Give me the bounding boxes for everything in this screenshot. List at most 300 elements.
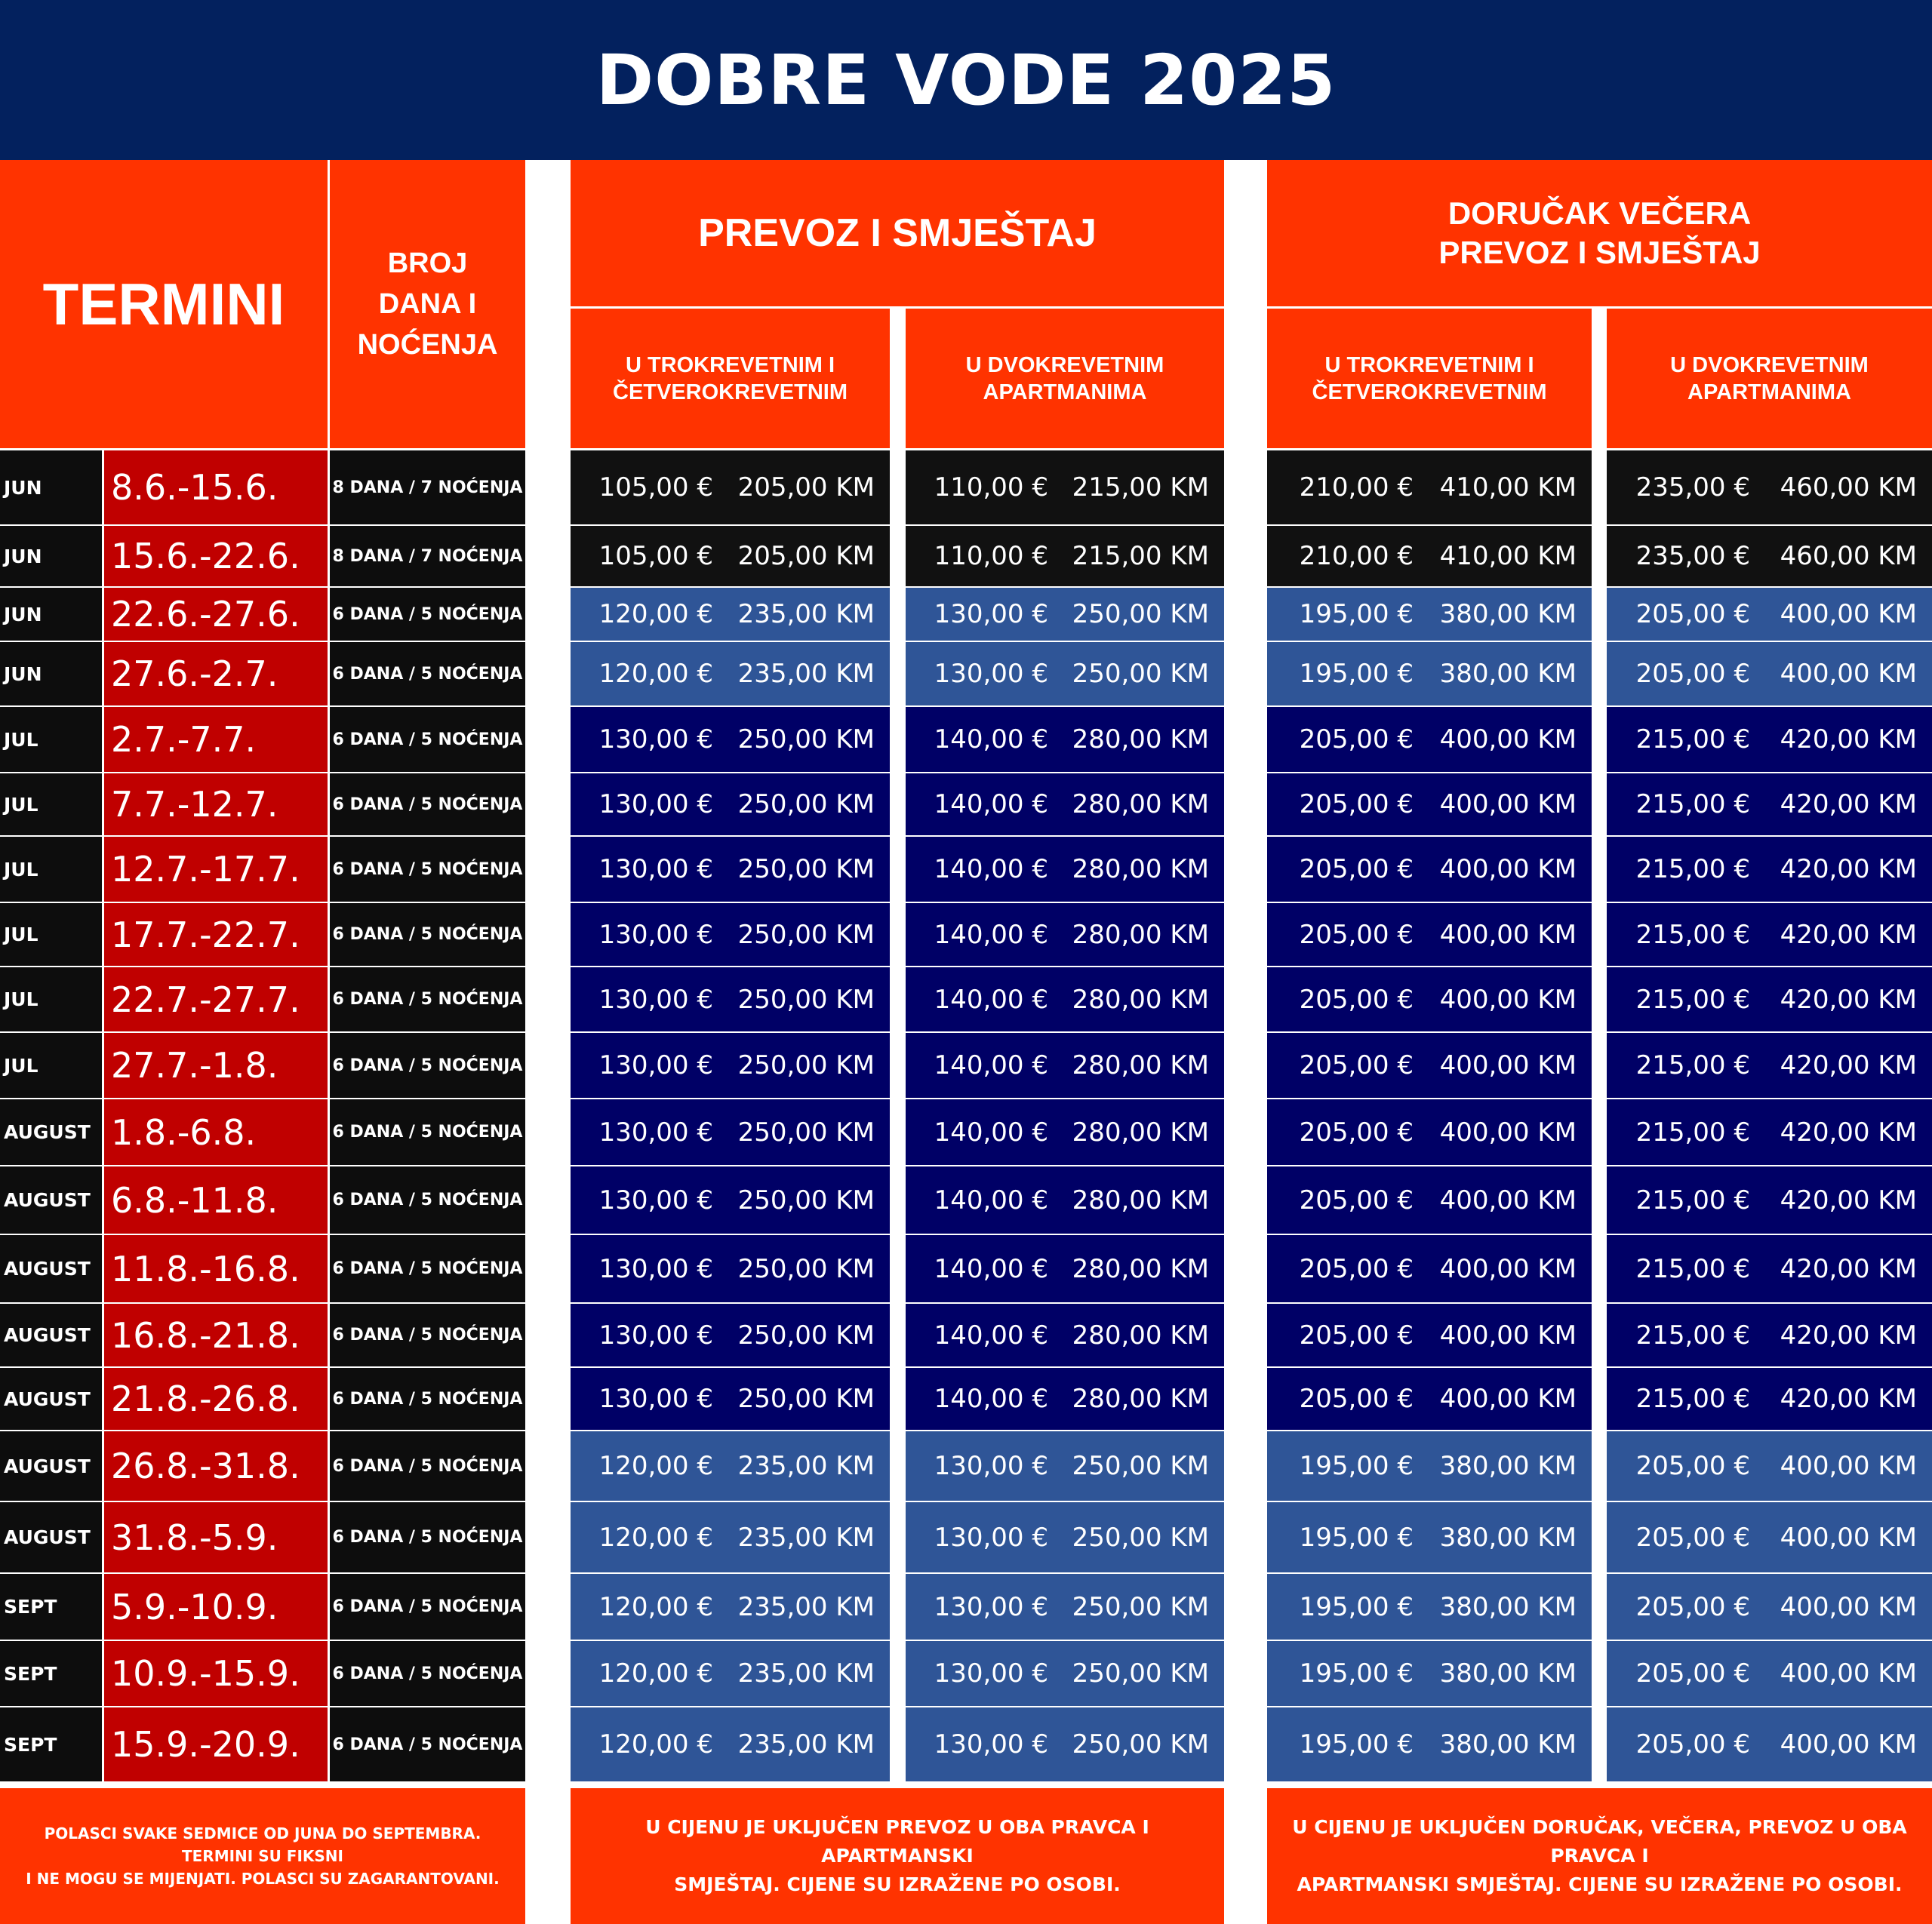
subheader-triple-full-board bbox=[1267, 309, 1592, 448]
price-km: 420,00 KM bbox=[1780, 1185, 1917, 1216]
price-cell-p2 bbox=[906, 642, 1224, 705]
price-cell-p4 bbox=[1607, 450, 1932, 524]
price-cell-p3 bbox=[1267, 1502, 1592, 1572]
price-eur: 130,00 € bbox=[598, 1320, 713, 1351]
subheader-double-transport bbox=[906, 309, 1224, 448]
price-eur: 120,00 € bbox=[598, 1451, 713, 1481]
price-cell-p1 bbox=[571, 1431, 890, 1501]
row-month: JUN bbox=[0, 642, 102, 705]
price-eur: 205,00 € bbox=[1635, 1729, 1750, 1760]
price-eur: 205,00 € bbox=[1299, 854, 1414, 884]
price-cell-p3 bbox=[1267, 588, 1592, 641]
row-dates: 7.7.-12.7. bbox=[104, 773, 328, 835]
footer-note-departures bbox=[0, 1788, 525, 1924]
price-eur: 110,00 € bbox=[934, 541, 1048, 571]
row-month: AUGUST bbox=[0, 1431, 102, 1501]
price-km: 250,00 KM bbox=[737, 789, 875, 819]
row-month: AUGUST bbox=[0, 1502, 102, 1572]
price-km: 380,00 KM bbox=[1439, 1451, 1577, 1481]
price-cell-p4 bbox=[1607, 1707, 1932, 1781]
row-month: SEPT bbox=[0, 1574, 102, 1640]
price-eur: 215,00 € bbox=[1635, 1050, 1750, 1080]
price-km: 380,00 KM bbox=[1439, 1522, 1577, 1553]
price-km: 400,00 KM bbox=[1439, 724, 1577, 755]
price-cell-p3 bbox=[1267, 1235, 1592, 1302]
price-km: 250,00 KM bbox=[737, 1185, 875, 1216]
price-cell-p2 bbox=[906, 967, 1224, 1031]
price-km: 250,00 KM bbox=[1072, 1522, 1209, 1553]
row-duration: 6 DANA / 5 NOĆENJA bbox=[330, 1304, 525, 1366]
price-eur: 130,00 € bbox=[598, 1253, 713, 1284]
row-month: JUL bbox=[0, 967, 102, 1031]
row-month: JUL bbox=[0, 837, 102, 902]
price-km: 250,00 KM bbox=[737, 1384, 875, 1414]
price-cell-p1 bbox=[571, 1166, 890, 1234]
price-km: 250,00 KM bbox=[737, 984, 875, 1015]
price-cell-p3 bbox=[1267, 967, 1592, 1031]
price-eur: 205,00 € bbox=[1299, 984, 1414, 1015]
price-cell-p4 bbox=[1607, 1166, 1932, 1234]
price-eur: 215,00 € bbox=[1635, 1320, 1750, 1351]
footer-note-transport-line2: SMJEŠTAJ. CIJENE SU IZRAŽENE PO OSOBI. bbox=[674, 1873, 1121, 1895]
title-banner bbox=[0, 0, 1932, 160]
price-cell-p3 bbox=[1267, 1099, 1592, 1165]
row-dates: 10.9.-15.9. bbox=[104, 1641, 328, 1706]
group-header-full-board-line2: PREVOZ I SMJEŠTAJ bbox=[1438, 235, 1761, 270]
price-cell-p4 bbox=[1607, 1431, 1932, 1501]
price-cell-p1 bbox=[571, 903, 890, 966]
price-eur: 205,00 € bbox=[1299, 1117, 1414, 1148]
subheader-double-full-board bbox=[1607, 309, 1932, 448]
row-month: JUN bbox=[0, 526, 102, 586]
price-eur: 235,00 € bbox=[1635, 541, 1750, 571]
price-eur: 215,00 € bbox=[1635, 1185, 1750, 1216]
price-km: 280,00 KM bbox=[1072, 724, 1209, 755]
price-cell-p1 bbox=[571, 837, 890, 902]
price-cell-p4 bbox=[1607, 1304, 1932, 1366]
price-eur: 130,00 € bbox=[934, 1658, 1048, 1689]
broj-dana-header bbox=[330, 160, 525, 448]
price-eur: 205,00 € bbox=[1299, 1320, 1414, 1351]
group-header-full-board bbox=[1267, 160, 1932, 306]
price-cell-p3 bbox=[1267, 1368, 1592, 1430]
price-km: 420,00 KM bbox=[1780, 854, 1917, 884]
price-eur: 210,00 € bbox=[1299, 541, 1414, 571]
price-cell-p2 bbox=[906, 1502, 1224, 1572]
price-eur: 215,00 € bbox=[1635, 724, 1750, 755]
row-month: AUGUST bbox=[0, 1166, 102, 1234]
subheader-double-line2: APARTMANIMA bbox=[983, 380, 1147, 404]
price-eur: 105,00 € bbox=[598, 541, 713, 571]
price-cell-p3 bbox=[1267, 1641, 1592, 1706]
price-eur: 140,00 € bbox=[934, 1050, 1048, 1080]
price-eur: 140,00 € bbox=[934, 1253, 1048, 1284]
price-km: 420,00 KM bbox=[1780, 1253, 1917, 1284]
price-eur: 120,00 € bbox=[598, 1522, 713, 1553]
price-km: 420,00 KM bbox=[1780, 789, 1917, 819]
price-km: 400,00 KM bbox=[1439, 854, 1577, 884]
footer-note-departures-line2: I NE MOGU SE MIJENJATI. POLASCI SU ZAGARANTOVANI. bbox=[26, 1870, 500, 1888]
price-cell-p3 bbox=[1267, 450, 1592, 524]
price-km: 280,00 KM bbox=[1072, 919, 1209, 950]
price-eur: 195,00 € bbox=[1299, 659, 1414, 689]
subheader-triple-line2: ČETVEROKREVETNIM bbox=[1312, 380, 1547, 404]
footer-note-full-board bbox=[1267, 1788, 1932, 1924]
price-cell-p4 bbox=[1607, 837, 1932, 902]
price-cell-p1 bbox=[571, 967, 890, 1031]
price-cell-p2 bbox=[906, 1368, 1224, 1430]
row-dates: 17.7.-22.7. bbox=[104, 903, 328, 966]
price-cell-p2 bbox=[906, 1431, 1224, 1501]
price-cell-p2 bbox=[906, 837, 1224, 902]
row-duration: 6 DANA / 5 NOĆENJA bbox=[330, 588, 525, 641]
price-km: 400,00 KM bbox=[1439, 919, 1577, 950]
price-km: 420,00 KM bbox=[1780, 1320, 1917, 1351]
price-cell-p3 bbox=[1267, 1304, 1592, 1366]
price-km: 280,00 KM bbox=[1072, 984, 1209, 1015]
row-duration: 8 DANA / 7 NOĆENJA bbox=[330, 450, 525, 524]
price-km: 420,00 KM bbox=[1780, 919, 1917, 950]
price-km: 400,00 KM bbox=[1780, 599, 1917, 629]
subheader-double-line1: U DVOKREVETNIM bbox=[965, 352, 1164, 377]
price-cell-p2 bbox=[906, 1166, 1224, 1234]
price-eur: 120,00 € bbox=[598, 1591, 713, 1622]
price-cell-p3 bbox=[1267, 1166, 1592, 1234]
price-eur: 130,00 € bbox=[598, 1185, 713, 1216]
price-km: 215,00 KM bbox=[1072, 472, 1209, 503]
price-eur: 105,00 € bbox=[598, 472, 713, 503]
price-cell-p2 bbox=[906, 1033, 1224, 1098]
price-cell-p3 bbox=[1267, 1574, 1592, 1640]
price-km: 280,00 KM bbox=[1072, 1320, 1209, 1351]
price-cell-p1 bbox=[571, 707, 890, 772]
price-cell-p1 bbox=[571, 1033, 890, 1098]
row-dates: 22.6.-27.6. bbox=[104, 588, 328, 641]
price-km: 410,00 KM bbox=[1439, 541, 1577, 571]
price-eur: 130,00 € bbox=[598, 919, 713, 950]
price-cell-p2 bbox=[906, 1304, 1224, 1366]
price-cell-p1 bbox=[571, 1641, 890, 1706]
price-km: 250,00 KM bbox=[1072, 1591, 1209, 1622]
price-eur: 140,00 € bbox=[934, 1384, 1048, 1414]
price-km: 400,00 KM bbox=[1780, 1522, 1917, 1553]
price-cell-p3 bbox=[1267, 1033, 1592, 1098]
price-km: 235,00 KM bbox=[737, 1591, 875, 1622]
price-cell-p3 bbox=[1267, 1431, 1592, 1501]
row-dates: 15.9.-20.9. bbox=[104, 1707, 328, 1781]
price-cell-p3 bbox=[1267, 642, 1592, 705]
price-km: 215,00 KM bbox=[1072, 541, 1209, 571]
price-cell-p3 bbox=[1267, 1707, 1592, 1781]
price-cell-p2 bbox=[906, 1707, 1224, 1781]
price-km: 400,00 KM bbox=[1780, 1591, 1917, 1622]
row-month: JUL bbox=[0, 773, 102, 835]
price-km: 400,00 KM bbox=[1780, 1451, 1917, 1481]
price-eur: 205,00 € bbox=[1635, 1591, 1750, 1622]
price-eur: 195,00 € bbox=[1299, 1522, 1414, 1553]
price-cell-p4 bbox=[1607, 1099, 1932, 1165]
price-eur: 205,00 € bbox=[1635, 659, 1750, 689]
price-cell-p4 bbox=[1607, 903, 1932, 966]
row-dates: 27.7.-1.8. bbox=[104, 1033, 328, 1098]
price-cell-p2 bbox=[906, 773, 1224, 835]
price-km: 380,00 KM bbox=[1439, 599, 1577, 629]
price-km: 250,00 KM bbox=[737, 724, 875, 755]
row-month: AUGUST bbox=[0, 1235, 102, 1302]
price-cell-p1 bbox=[571, 588, 890, 641]
price-eur: 205,00 € bbox=[1299, 724, 1414, 755]
page-title: DOBRE VODE 2025 bbox=[595, 39, 1337, 121]
price-km: 460,00 KM bbox=[1780, 472, 1917, 503]
price-cell-p4 bbox=[1607, 1502, 1932, 1572]
row-month: JUL bbox=[0, 903, 102, 966]
price-eur: 110,00 € bbox=[934, 472, 1048, 503]
price-eur: 140,00 € bbox=[934, 984, 1048, 1015]
price-eur: 130,00 € bbox=[934, 1729, 1048, 1760]
price-km: 280,00 KM bbox=[1072, 789, 1209, 819]
price-eur: 130,00 € bbox=[598, 724, 713, 755]
price-km: 280,00 KM bbox=[1072, 1185, 1209, 1216]
price-km: 250,00 KM bbox=[737, 919, 875, 950]
price-eur: 215,00 € bbox=[1635, 1253, 1750, 1284]
price-eur: 195,00 € bbox=[1299, 1451, 1414, 1481]
price-km: 380,00 KM bbox=[1439, 1658, 1577, 1689]
price-cell-p4 bbox=[1607, 588, 1932, 641]
price-km: 235,00 KM bbox=[737, 599, 875, 629]
price-km: 250,00 KM bbox=[1072, 599, 1209, 629]
price-eur: 130,00 € bbox=[598, 789, 713, 819]
price-km: 400,00 KM bbox=[1439, 1117, 1577, 1148]
price-eur: 195,00 € bbox=[1299, 1658, 1414, 1689]
price-km: 400,00 KM bbox=[1780, 659, 1917, 689]
price-cell-p2 bbox=[906, 1099, 1224, 1165]
price-km: 460,00 KM bbox=[1780, 541, 1917, 571]
price-eur: 215,00 € bbox=[1635, 984, 1750, 1015]
row-dates: 12.7.-17.7. bbox=[104, 837, 328, 902]
row-duration: 6 DANA / 5 NOĆENJA bbox=[330, 1502, 525, 1572]
price-cell-p1 bbox=[571, 526, 890, 586]
price-cell-p4 bbox=[1607, 707, 1932, 772]
price-eur: 140,00 € bbox=[934, 854, 1048, 884]
price-km: 420,00 KM bbox=[1780, 724, 1917, 755]
price-cell-p4 bbox=[1607, 1033, 1932, 1098]
row-duration: 6 DANA / 5 NOĆENJA bbox=[330, 967, 525, 1031]
row-dates: 16.8.-21.8. bbox=[104, 1304, 328, 1366]
price-eur: 235,00 € bbox=[1635, 472, 1750, 503]
price-km: 420,00 KM bbox=[1780, 984, 1917, 1015]
price-eur: 195,00 € bbox=[1299, 1729, 1414, 1760]
row-duration: 6 DANA / 5 NOĆENJA bbox=[330, 773, 525, 835]
price-km: 250,00 KM bbox=[1072, 1658, 1209, 1689]
price-cell-p3 bbox=[1267, 773, 1592, 835]
price-cell-p2 bbox=[906, 588, 1224, 641]
price-km: 400,00 KM bbox=[1439, 1320, 1577, 1351]
price-eur: 130,00 € bbox=[934, 599, 1048, 629]
price-eur: 140,00 € bbox=[934, 1117, 1048, 1148]
subheader-triple-transport bbox=[571, 309, 890, 448]
price-km: 380,00 KM bbox=[1439, 1591, 1577, 1622]
price-eur: 120,00 € bbox=[598, 1658, 713, 1689]
price-cell-p2 bbox=[906, 1641, 1224, 1706]
price-eur: 215,00 € bbox=[1635, 1384, 1750, 1414]
subheader-double-line1: U DVOKREVETNIM bbox=[1670, 352, 1869, 377]
price-eur: 195,00 € bbox=[1299, 1591, 1414, 1622]
price-cell-p1 bbox=[571, 1502, 890, 1572]
price-km: 410,00 KM bbox=[1439, 472, 1577, 503]
row-month: JUL bbox=[0, 1033, 102, 1098]
row-dates: 26.8.-31.8. bbox=[104, 1431, 328, 1501]
price-eur: 130,00 € bbox=[598, 1050, 713, 1080]
subheader-double-line2: APARTMANIMA bbox=[1687, 380, 1851, 404]
row-dates: 11.8.-16.8. bbox=[104, 1235, 328, 1302]
price-cell-p1 bbox=[571, 1368, 890, 1430]
price-eur: 205,00 € bbox=[1635, 1451, 1750, 1481]
price-cell-p1 bbox=[571, 773, 890, 835]
price-km: 250,00 KM bbox=[737, 1320, 875, 1351]
price-km: 420,00 KM bbox=[1780, 1117, 1917, 1148]
row-dates: 27.6.-2.7. bbox=[104, 642, 328, 705]
price-cell-p1 bbox=[571, 1707, 890, 1781]
price-eur: 205,00 € bbox=[1299, 789, 1414, 819]
price-km: 235,00 KM bbox=[737, 1729, 875, 1760]
price-eur: 130,00 € bbox=[598, 984, 713, 1015]
row-duration: 6 DANA / 5 NOĆENJA bbox=[330, 1099, 525, 1165]
row-duration: 6 DANA / 5 NOĆENJA bbox=[330, 1033, 525, 1098]
price-eur: 205,00 € bbox=[1299, 1384, 1414, 1414]
price-eur: 205,00 € bbox=[1299, 919, 1414, 950]
footer-note-full-board-line2: APARTMANSKI SMJEŠTAJ. CIJENE SU IZRAŽENE PO OSOBI. bbox=[1297, 1873, 1903, 1895]
row-month: JUL bbox=[0, 707, 102, 772]
row-month: SEPT bbox=[0, 1707, 102, 1781]
row-duration: 6 DANA / 5 NOĆENJA bbox=[330, 1707, 525, 1781]
price-eur: 120,00 € bbox=[598, 599, 713, 629]
price-km: 400,00 KM bbox=[1780, 1658, 1917, 1689]
row-dates: 21.8.-26.8. bbox=[104, 1368, 328, 1430]
price-cell-p4 bbox=[1607, 642, 1932, 705]
row-duration: 6 DANA / 5 NOĆENJA bbox=[330, 642, 525, 705]
price-km: 400,00 KM bbox=[1439, 1050, 1577, 1080]
row-duration: 6 DANA / 5 NOĆENJA bbox=[330, 1166, 525, 1234]
footer-note-transport-line1: U CIJENU JE UKLJUČEN PREVOZ U OBA PRAVCA I APARTMANSKI bbox=[645, 1816, 1149, 1867]
row-duration: 6 DANA / 5 NOĆENJA bbox=[330, 837, 525, 902]
price-cell-p1 bbox=[571, 450, 890, 524]
price-km: 380,00 KM bbox=[1439, 1729, 1577, 1760]
termini-header bbox=[0, 160, 328, 448]
price-eur: 215,00 € bbox=[1635, 854, 1750, 884]
price-km: 205,00 KM bbox=[737, 541, 875, 571]
price-eur: 205,00 € bbox=[1635, 1522, 1750, 1553]
price-eur: 120,00 € bbox=[598, 659, 713, 689]
group-header-transport-label: PREVOZ I SMJEŠTAJ bbox=[698, 211, 1097, 255]
row-month: AUGUST bbox=[0, 1099, 102, 1165]
subheader-triple-line1: U TROKREVETNIM I bbox=[1324, 352, 1534, 377]
price-eur: 205,00 € bbox=[1299, 1253, 1414, 1284]
price-cell-p4 bbox=[1607, 1641, 1932, 1706]
price-cell-p3 bbox=[1267, 707, 1592, 772]
row-month: AUGUST bbox=[0, 1304, 102, 1366]
price-eur: 215,00 € bbox=[1635, 789, 1750, 819]
price-cell-p4 bbox=[1607, 1235, 1932, 1302]
price-km: 280,00 KM bbox=[1072, 854, 1209, 884]
price-cell-p3 bbox=[1267, 837, 1592, 902]
price-eur: 215,00 € bbox=[1635, 919, 1750, 950]
price-cell-p3 bbox=[1267, 526, 1592, 586]
price-eur: 215,00 € bbox=[1635, 1117, 1750, 1148]
price-km: 400,00 KM bbox=[1780, 1729, 1917, 1760]
price-km: 400,00 KM bbox=[1439, 1253, 1577, 1284]
price-km: 235,00 KM bbox=[737, 1451, 875, 1481]
row-month: SEPT bbox=[0, 1641, 102, 1706]
price-cell-p2 bbox=[906, 1574, 1224, 1640]
subheader-triple-line1: U TROKREVETNIM I bbox=[625, 352, 835, 377]
price-cell-p1 bbox=[571, 1304, 890, 1366]
price-cell-p2 bbox=[906, 1235, 1224, 1302]
price-km: 400,00 KM bbox=[1439, 789, 1577, 819]
price-cell-p1 bbox=[571, 1235, 890, 1302]
footer-note-transport bbox=[571, 1788, 1224, 1924]
price-km: 250,00 KM bbox=[737, 854, 875, 884]
price-eur: 205,00 € bbox=[1635, 1658, 1750, 1689]
price-eur: 130,00 € bbox=[934, 1591, 1048, 1622]
price-km: 250,00 KM bbox=[737, 1117, 875, 1148]
row-duration: 6 DANA / 5 NOĆENJA bbox=[330, 1641, 525, 1706]
price-cell-p4 bbox=[1607, 526, 1932, 586]
price-cell-p3 bbox=[1267, 903, 1592, 966]
row-dates: 31.8.-5.9. bbox=[104, 1502, 328, 1572]
row-dates: 22.7.-27.7. bbox=[104, 967, 328, 1031]
price-km: 250,00 KM bbox=[737, 1050, 875, 1080]
row-month: JUN bbox=[0, 450, 102, 524]
price-eur: 130,00 € bbox=[934, 659, 1048, 689]
price-cell-p4 bbox=[1607, 1368, 1932, 1430]
price-km: 235,00 KM bbox=[737, 659, 875, 689]
footer-note-departures-line1: POLASCI SVAKE SEDMICE OD JUNA DO SEPTEMBRA. TERMINI SU FIKSNI bbox=[44, 1824, 481, 1865]
subheader-triple-line2: ČETVEROKREVETNIM bbox=[613, 380, 848, 404]
row-duration: 6 DANA / 5 NOĆENJA bbox=[330, 707, 525, 772]
group-header-transport bbox=[571, 160, 1224, 306]
price-km: 280,00 KM bbox=[1072, 1253, 1209, 1284]
price-km: 400,00 KM bbox=[1439, 984, 1577, 1015]
row-duration: 8 DANA / 7 NOĆENJA bbox=[330, 526, 525, 586]
price-km: 250,00 KM bbox=[1072, 1451, 1209, 1481]
price-cell-p1 bbox=[571, 642, 890, 705]
price-km: 250,00 KM bbox=[1072, 1729, 1209, 1760]
price-eur: 130,00 € bbox=[598, 854, 713, 884]
price-eur: 140,00 € bbox=[934, 724, 1048, 755]
price-km: 250,00 KM bbox=[737, 1253, 875, 1284]
price-eur: 130,00 € bbox=[934, 1451, 1048, 1481]
row-duration: 6 DANA / 5 NOĆENJA bbox=[330, 1431, 525, 1501]
price-eur: 140,00 € bbox=[934, 1185, 1048, 1216]
price-km: 280,00 KM bbox=[1072, 1384, 1209, 1414]
termini-label: TERMINI bbox=[42, 270, 285, 337]
price-cell-p4 bbox=[1607, 773, 1932, 835]
price-km: 400,00 KM bbox=[1439, 1384, 1577, 1414]
price-eur: 140,00 € bbox=[934, 789, 1048, 819]
row-month: AUGUST bbox=[0, 1368, 102, 1430]
price-km: 250,00 KM bbox=[1072, 659, 1209, 689]
footer-note-full-board-line1: U CIJENU JE UKLJUČEN DORUČAK, VEČERA, PREVOZ U OBA PRAVCA I bbox=[1292, 1816, 1907, 1867]
row-dates: 15.6.-22.6. bbox=[104, 526, 328, 586]
row-month: JUN bbox=[0, 588, 102, 641]
price-cell-p4 bbox=[1607, 967, 1932, 1031]
row-dates: 1.8.-6.8. bbox=[104, 1099, 328, 1165]
row-dates: 2.7.-7.7. bbox=[104, 707, 328, 772]
price-eur: 205,00 € bbox=[1299, 1185, 1414, 1216]
group-header-full-board-line1: DORUČAK VEČERA bbox=[1447, 195, 1752, 231]
row-dates: 6.8.-11.8. bbox=[104, 1166, 328, 1234]
price-cell-p2 bbox=[906, 526, 1224, 586]
